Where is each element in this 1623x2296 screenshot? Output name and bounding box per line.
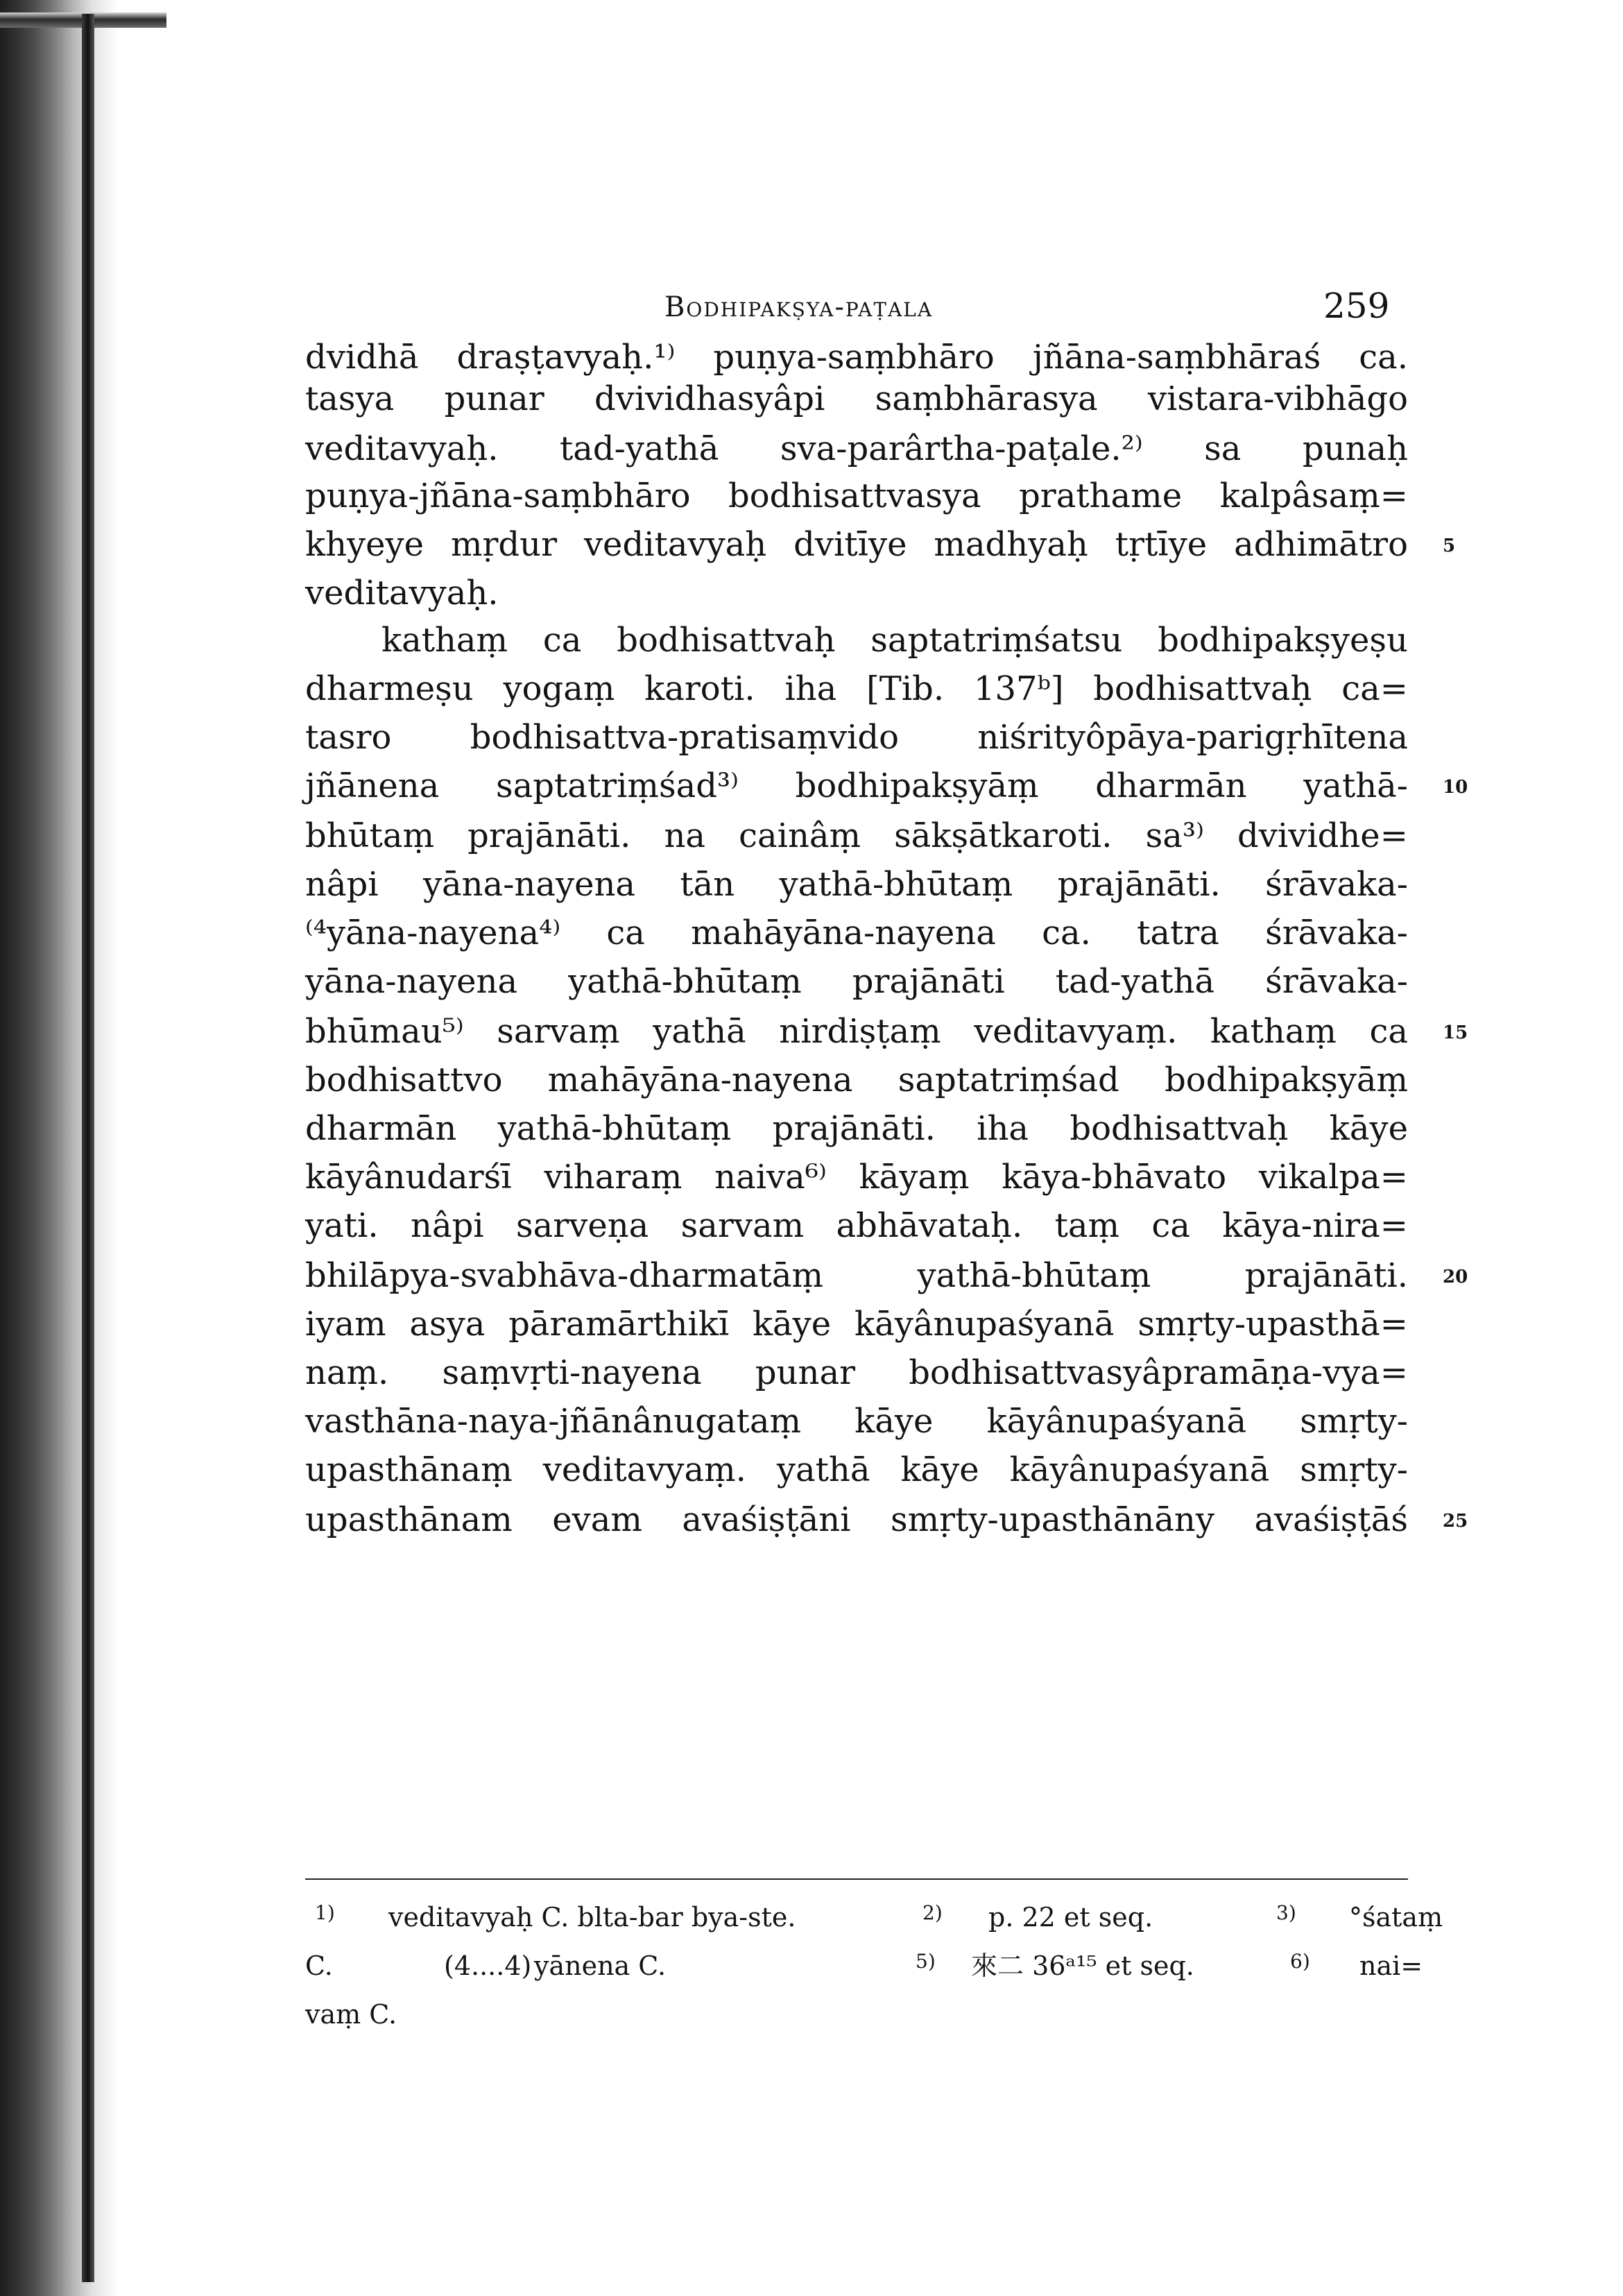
word: yathā-bhūtaṃ <box>917 1256 1151 1295</box>
word: veditavyaḥ <box>583 525 767 564</box>
word: veditavyaṃ. <box>542 1450 746 1489</box>
footnote-part: 1) <box>315 1901 335 1924</box>
word: ca. <box>1042 914 1091 952</box>
text-line <box>305 1348 1408 1397</box>
footnote-line <box>305 1995 1408 2034</box>
footnote-part: vaṃ C. <box>305 1999 397 2030</box>
word: punar <box>444 379 544 418</box>
text-line <box>305 520 1408 569</box>
text-line <box>305 1446 1408 1494</box>
word: veditavyaṃ. <box>974 1012 1178 1051</box>
word: ⁽⁴yāna-nayena⁴⁾ <box>305 914 561 952</box>
word: smṛty- <box>1300 1402 1408 1441</box>
word: kāyaṃ <box>859 1158 970 1197</box>
binding-spine <box>82 14 94 2282</box>
word: bhūmau⁵⁾ <box>305 1012 464 1051</box>
word: ca= <box>1341 669 1408 708</box>
word: puṇya-jñāna-saṃbhāro <box>305 477 691 515</box>
word: bhilāpya-svabhāva-dharmatāṃ <box>305 1256 823 1295</box>
text-line <box>305 762 1408 810</box>
text-line <box>305 1251 1408 1300</box>
word: dharmān <box>305 1109 457 1148</box>
text-line <box>305 1397 1408 1446</box>
word: sa <box>1204 429 1242 468</box>
word: ca <box>1151 1206 1190 1245</box>
word: nâpi <box>411 1206 484 1245</box>
text-line <box>305 1496 1408 1544</box>
word: ca <box>542 621 582 660</box>
word: saṃvṛti-nayena <box>442 1353 702 1392</box>
word: veditavyaḥ. <box>305 429 499 468</box>
line-number: 15 <box>1443 1022 1468 1043</box>
line-number: 5 <box>1443 536 1456 556</box>
word: yāna-nayena <box>305 962 518 1001</box>
word: dvidhā <box>305 338 419 377</box>
word: bodhisattvaḥ <box>617 621 836 660</box>
word: kāye <box>900 1450 979 1489</box>
text-line <box>305 425 1408 473</box>
line-number: 20 <box>1443 1267 1468 1287</box>
word: dvividhasyâpi <box>594 379 825 418</box>
word: smṛty-upasthānāny <box>890 1500 1214 1539</box>
word: saptatriṃśad <box>898 1061 1119 1099</box>
word: avaśiṣṭāś <box>1254 1500 1408 1539</box>
word: tasya <box>305 379 395 418</box>
footnote-part: p. 22 et seq. <box>988 1902 1153 1933</box>
word: dharmān <box>1095 766 1247 805</box>
word: na <box>664 816 705 855</box>
footnote-rule <box>305 1878 1408 1880</box>
text-line <box>305 1153 1408 1201</box>
word: bodhipakṣyāṃ <box>1165 1061 1408 1099</box>
word: yathā <box>653 1012 746 1051</box>
text-line <box>381 616 1408 665</box>
word: smṛty-upasthā= <box>1137 1305 1408 1344</box>
text-line <box>305 713 1408 762</box>
text-line <box>305 957 1408 1006</box>
word: vistara-vibhāgo <box>1147 379 1408 418</box>
word: kāyânupaśyanā <box>1009 1450 1270 1489</box>
word: yathā-bhūtaṃ <box>779 865 1013 904</box>
text-line <box>305 1104 1408 1153</box>
word: punar <box>755 1353 856 1392</box>
word: kāyânupaśyanā <box>855 1305 1115 1344</box>
word: kathaṃ <box>1210 1012 1337 1051</box>
book-binding-shadow <box>0 0 118 2296</box>
word: vasthāna-naya-jñānânugataṃ <box>305 1402 801 1441</box>
word: bodhipakṣyeṣu <box>1158 621 1408 660</box>
word: dvitīye <box>793 525 907 564</box>
page-number: 259 <box>1323 286 1390 326</box>
word: bodhipakṣyāṃ <box>795 766 1039 805</box>
text-line <box>305 1056 1408 1104</box>
word: avaśiṣṭāni <box>682 1500 851 1539</box>
word: sarvaṃ <box>497 1012 620 1051</box>
word: naṃ. <box>305 1353 389 1392</box>
word: śrāvaka- <box>1265 914 1408 952</box>
word: pāramārthikī <box>508 1305 730 1344</box>
text-line <box>305 665 1408 713</box>
word: iha <box>977 1109 1029 1148</box>
word: bhūtaṃ <box>305 816 434 855</box>
word: ca <box>606 914 645 952</box>
word: khyeye <box>305 525 424 564</box>
word: ca <box>1369 1012 1408 1051</box>
word: smṛty- <box>1300 1450 1408 1489</box>
word: veditavyaḥ. <box>305 574 499 612</box>
word: prajānāti <box>852 962 1005 1001</box>
word: karoti. <box>644 669 755 708</box>
word: ca. <box>1359 338 1408 377</box>
word: nirdiṣṭaṃ <box>779 1012 941 1051</box>
word: sarvam <box>680 1206 805 1245</box>
word: yathā- <box>1303 766 1408 805</box>
word: puṇya-saṃbhāro <box>713 338 995 377</box>
word: saptatriṃśad³⁾ <box>495 766 739 805</box>
text-line <box>305 860 1408 909</box>
word: mahāyāna-nayena <box>691 914 996 952</box>
word: bodhisattva-pratisaṃvido <box>470 718 899 757</box>
word: jñānena <box>305 766 440 805</box>
word: upasthānam <box>305 1500 513 1539</box>
word: saṃbhārasya <box>875 379 1098 418</box>
word: tān <box>680 865 735 904</box>
line-number: 10 <box>1443 777 1468 798</box>
word: tad-yathā <box>1055 962 1215 1001</box>
footnote-part: 2) <box>922 1901 943 1924</box>
word: iyam <box>305 1305 386 1344</box>
word: sākṣātkaroti. <box>894 816 1113 855</box>
text-line <box>305 909 1408 957</box>
word: prathame <box>1019 477 1183 515</box>
word: kāye <box>1329 1109 1408 1148</box>
word: taṃ <box>1054 1206 1120 1245</box>
word: kāye <box>855 1402 934 1441</box>
running-head: Bodhipakṣya-paṭala <box>664 291 934 323</box>
footnote-part: 來二 36ᵃ¹⁵ et seq. <box>971 1951 1194 1981</box>
word: śrāvaka- <box>1265 865 1408 904</box>
word: bodhisattvaḥ <box>1093 669 1312 708</box>
text-line <box>305 812 1408 860</box>
footnote-part: 5) <box>916 1950 936 1973</box>
word: kāya-bhāvato <box>1002 1158 1227 1197</box>
word: dharmeṣu <box>305 669 474 708</box>
word: prajānāti. <box>1244 1256 1408 1295</box>
word: evam <box>552 1500 642 1539</box>
word: śrāvaka- <box>1265 962 1408 1001</box>
footnote-part: (4....4) <box>444 1951 532 1981</box>
word: nâpi <box>305 865 379 904</box>
word: sva-parârtha-paṭale.²⁾ <box>780 429 1143 468</box>
footnote-part: veditavyaḥ C. blta-bar bya-ste. <box>388 1902 796 1933</box>
word: bodhisattvasya <box>728 477 981 515</box>
text-line <box>305 569 1408 617</box>
word: viharaṃ <box>544 1158 682 1197</box>
word: dvividhe= <box>1237 816 1408 855</box>
word: punaḥ <box>1302 429 1408 468</box>
word: yāna-nayena <box>422 865 636 904</box>
word: vikalpa= <box>1258 1158 1408 1197</box>
word: kalpâsaṃ= <box>1219 477 1408 515</box>
word: saptatriṃśatsu <box>870 621 1123 660</box>
word: niśrityôpāya-parigṛhītena <box>977 718 1408 757</box>
word: yathā-bhūtaṃ <box>568 962 802 1001</box>
word: cainâṃ <box>739 816 861 855</box>
footnote-part: °śataṃ <box>1349 1902 1443 1933</box>
footnote-part: 3) <box>1276 1901 1296 1924</box>
word: jñāna-saṃbhāraś <box>1032 338 1321 377</box>
footnote-part: 6) <box>1290 1950 1310 1973</box>
word: prajānāti. <box>467 816 631 855</box>
word: asya <box>409 1305 486 1344</box>
word: tṛtīye <box>1115 525 1208 564</box>
footnote-line <box>305 1946 1423 1985</box>
word: sarveṇa <box>516 1206 649 1245</box>
word: sa³⁾ <box>1145 816 1204 855</box>
word: prajānāti. <box>1057 865 1221 904</box>
footnote-part: C. <box>305 1951 333 1981</box>
word: prajānāti. <box>772 1109 936 1148</box>
word: kāyânudarśī <box>305 1158 512 1197</box>
word: bodhisattvo <box>305 1061 503 1099</box>
word: iha <box>784 669 837 708</box>
text-line <box>305 1007 1408 1056</box>
word: adhimātro <box>1234 525 1408 564</box>
word: tasro <box>305 718 392 757</box>
word: madhyaḥ <box>934 525 1088 564</box>
word: mṛdur <box>450 525 558 564</box>
text-line <box>305 1201 1408 1250</box>
footnote-line <box>305 1898 1443 1937</box>
word: kathaṃ <box>381 621 508 660</box>
word: yati. <box>305 1206 379 1245</box>
word: tatra <box>1137 914 1219 952</box>
word: yathā-bhūtaṃ <box>497 1109 732 1148</box>
word: abhāvataḥ. <box>836 1206 1023 1245</box>
text-line <box>305 472 1408 520</box>
word: kāyânupaśyanā <box>986 1402 1247 1441</box>
footnote-part: nai= <box>1359 1951 1423 1981</box>
text-line <box>305 375 1408 423</box>
word: bodhisattvasyâpramāṇa-vya= <box>909 1353 1408 1392</box>
footnote-part: yānena C. <box>534 1951 667 1981</box>
word: kāya-nira= <box>1222 1206 1408 1245</box>
word: tad-yathā <box>560 429 719 468</box>
word: upasthānaṃ <box>305 1450 513 1489</box>
text-line <box>305 1300 1408 1348</box>
word: 137ᵇ] <box>973 669 1064 708</box>
word: naiva⁶⁾ <box>714 1158 827 1197</box>
word: mahāyāna-nayena <box>547 1061 853 1099</box>
word: bodhisattvaḥ <box>1070 1109 1289 1148</box>
word: draṣṭavyaḥ.¹⁾ <box>456 338 676 377</box>
word: yathā <box>776 1450 870 1489</box>
word: yogaṃ <box>503 669 615 708</box>
word: [Tib. <box>866 669 945 708</box>
word: kāye <box>752 1305 832 1344</box>
line-number: 25 <box>1443 1511 1468 1532</box>
